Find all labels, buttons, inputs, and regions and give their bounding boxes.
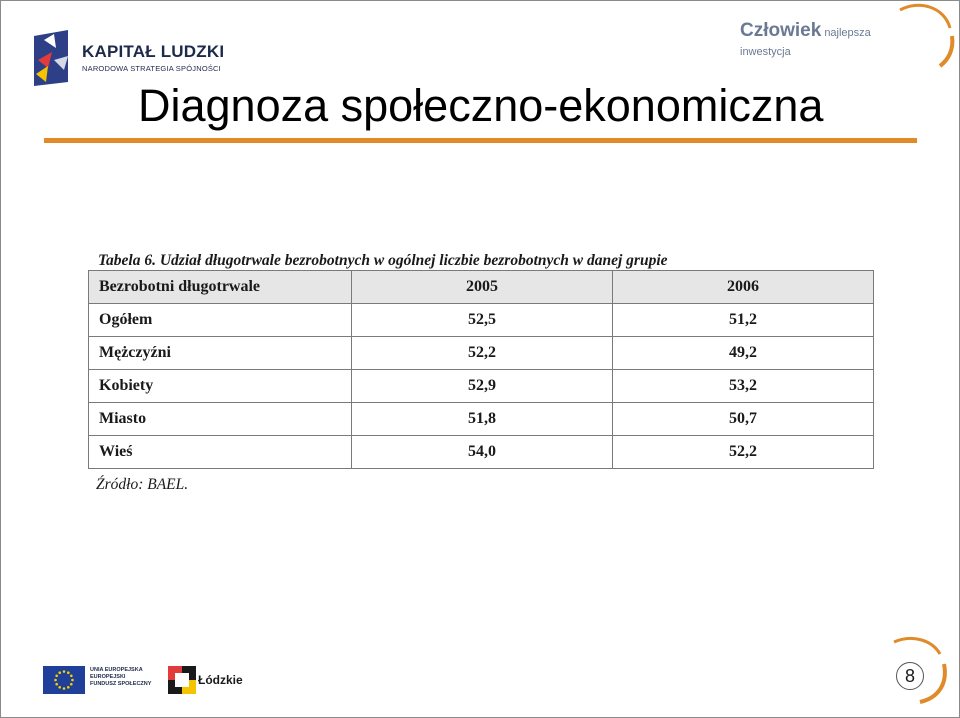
page-number: 8 (896, 662, 924, 690)
cell-2005: 54,0 (352, 436, 613, 469)
table-caption: Tabela 6. Udział długotrwale bezrobotnych w ogólnej liczbie bezrobotnych w danej grupie (98, 252, 668, 269)
table-header-row (89, 271, 874, 304)
data-table (88, 270, 874, 469)
kapital-ludzki-emblem-icon (34, 30, 74, 86)
cell-2006: 50,7 (613, 403, 874, 436)
table-row (89, 337, 874, 370)
page-title: Diagnoza społeczno-ekonomiczna (138, 80, 824, 131)
table-source: Źródło: BAEL. (96, 476, 189, 493)
lodzkie-label: Łódzkie (198, 673, 243, 687)
czlowiek-tagline: najlepsza inwestycja (740, 27, 871, 58)
row-label: Ogółem (89, 304, 352, 337)
lodzkie-emblem-icon (168, 666, 196, 694)
cell-2005: 52,5 (352, 304, 613, 337)
cell-2006: 52,2 (613, 436, 874, 469)
header-cell-2005: 2005 (352, 271, 613, 304)
cell-2005: 51,8 (352, 403, 613, 436)
row-label: Kobiety (89, 370, 352, 403)
header-cell-group: Bezrobotni długotrwale (89, 271, 352, 304)
eu-flag-icon (43, 666, 85, 694)
row-label: Wieś (89, 436, 352, 469)
cell-2006: 51,2 (613, 304, 874, 337)
table-container (88, 270, 874, 494)
title-underline (44, 138, 917, 143)
table-row (89, 436, 874, 469)
kapital-ludzki-subtitle: NARODOWA STRATEGIA SPÓJNOŚCI (82, 64, 221, 73)
header-cell-2006: 2006 (613, 271, 874, 304)
cell-2005: 52,2 (352, 337, 613, 370)
eu-line: UNIA EUROPEJSKA (90, 667, 143, 673)
row-label: Miasto (89, 403, 352, 436)
table-row (89, 370, 874, 403)
czlowiek-brand: Człowiek (740, 20, 822, 41)
eu-label (90, 667, 151, 688)
cell-2005: 52,9 (352, 370, 613, 403)
cell-2006: 53,2 (613, 370, 874, 403)
orange-arc-decoration-icon (888, 2, 960, 72)
kapital-ludzki-title: KAPITAŁ LUDZKI (82, 42, 225, 61)
eu-line: FUNDUSZ SPOŁECZNY (90, 681, 152, 687)
eu-line: EUROPEJSKI (90, 674, 126, 680)
table-row (89, 304, 874, 337)
cell-2006: 49,2 (613, 337, 874, 370)
row-label: Mężczyźni (89, 337, 352, 370)
table-row (89, 403, 874, 436)
